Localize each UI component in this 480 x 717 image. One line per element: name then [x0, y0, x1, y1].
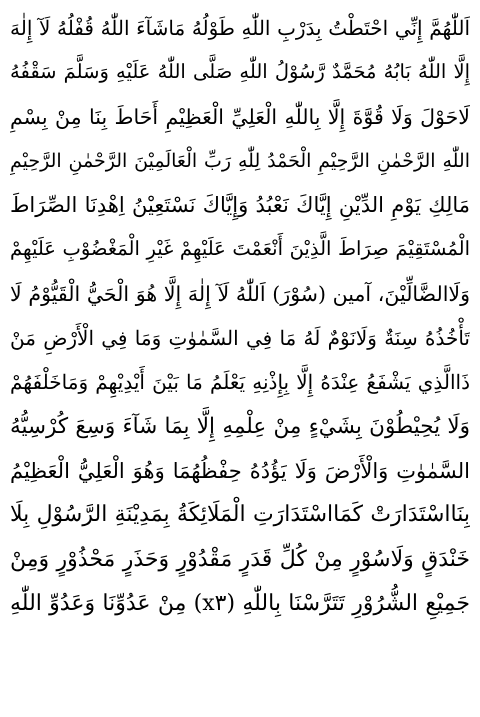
text-line: وَلَا يُحِيْطُوْنَ بِشَيْءٍ مِنْ عِلْمِهِ إِلَّا بِمَا شَآءَ وَسِعَ كُرْسِيُّهُ [10, 413, 470, 439]
text-line: إِلَّا اللّٰهُ بَابُهُ مُحَمَّدٌ رَّسُوْلُ اللّٰهِ صَلَّى اللّٰهُ عَلَيْهِ وَسَلَّمَ سَقْفُهُ [10, 60, 470, 84]
text-line: وَلَاالضَّالِّيْنَ، آمين (سُوْرَ) اَللّٰهُ لَآ إِلٰهَ إِلَّا هُوَ الْحَيُّ الْقَيُّوْمُ لَا [10, 281, 470, 306]
text-line: اللّٰهِ الرَّحْمٰنِ الرَّحِيْمِ الْحَمْدُ لِلّٰهِ رَبِّ الْعَالَمِيْنَ الرَّحْمٰنِ الرَّحِيْمِ [10, 149, 470, 172]
text-line: السَّمٰوٰتِ وَالْأَرْضَ وَلَا يَؤُدُهُ حِفْظُهُمَا وَهُوَ الْعَلِيُّ الْعَظِيْمُ [10, 458, 470, 483]
text-line: مَالِكِ يَوْمِ الدِّيْنِ إِيَّاكَ نَعْبُدُ وَإِيَّاكَ نَسْتَعِيْنُ اِهْدِنَا الصِّرَاطَ [10, 193, 470, 218]
text-line: تَأْخُذُهُ سِنَةٌ وَلَانَوْمٌ لَهُ مَا فِي السَّمٰوٰتِ وَمَا فِي الْأَرْضِ مَنْ [10, 326, 470, 351]
text-line: بِنَااسْتَدَارَتْ كَمَااسْتَدَارَتِ الْمَلَائِكَةُ بِمَدِيْنَةِ الرَّسُوْلِ بِلَا [10, 502, 470, 528]
text-line: لَاحَوْلَ وَلَا قُوَّةَ إِلَّا بِاللّٰهِ الْعَلِيِّ الْعَظِيْمِ أَحَاطَ بِنَا مِنْ بِسْمِ [10, 104, 470, 129]
text-line: ذَاالَّذِي يَشْفَعُ عِنْدَهُ إِلَّا بِإِذْنِهِ يَعْلَمُ مَا بَيْنَ أَيْدِيْهِمْ وَمَاخَلْفَهُمْ [10, 370, 470, 395]
text-line: اَللّٰهُمَّ إِنِّي احْتَطْتُ بِدَرْبِ اللّٰهِ طَوْلُهُ مَاشَآءَ اللّٰهُ قُفْلُهُ لَآ إِلٰهَ [10, 16, 470, 40]
text-line: خَنْدَقٍ وَلَاسُوْرٍ مِنْ كُلِّ قَدَرٍ مَقْدُوْرٍ وَحَذَرٍ مَحْذُوْرٍ وَمِنْ [10, 546, 470, 572]
text-line: جَمِيْعِ الشُّرُوْرِ تَتَرَّسْنَا بِاللّٰهِ (x٣) مِنْ عَدُوِّنَا وَعَدُوِّ اللّٰهِ [10, 590, 470, 616]
text-line: الْمُسْتَقِيْمَ صِرَاطَ الَّذِيْنَ أَنْعَمْتَ عَلَيْهِمْ غَيْرِ الْمَغْضُوْبِ عَلَيْهِمْ [10, 237, 470, 261]
